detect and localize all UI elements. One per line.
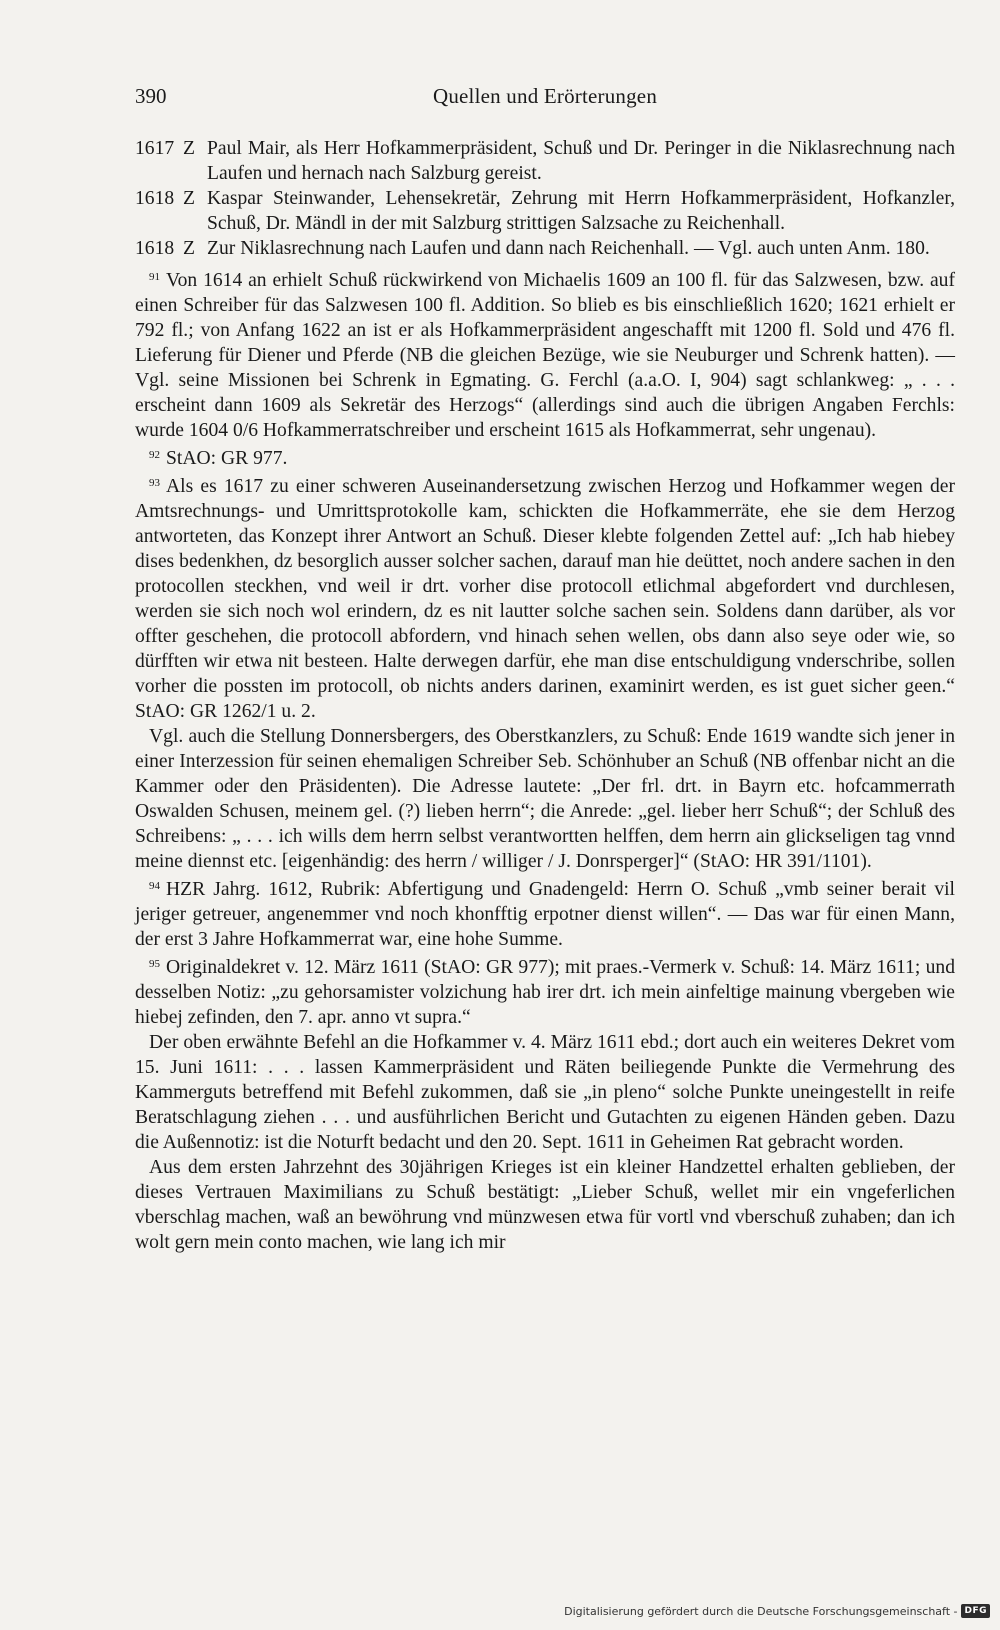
footnote-text: StAO: GR 977. — [166, 448, 288, 469]
footnote-text: HZR Jahrg. 1612, Rubrik: Abfertigung und Gnadengeld: Herrn O. Schuß „vmb seiner berait vil jeriger getreuer, angenemmer vnd noch khonfftig erpotner dienst willen“. — Das war für einen Mann, der erst 3 Jahre Hofkammerrat war, eine hohe Summe. — [135, 879, 955, 950]
entry-text: Zur Niklasrechnung nach Laufen und dann nach Reichenhall. — Vgl. auch unten Anm. 180. — [207, 238, 930, 259]
footnote-number: 95 — [149, 958, 160, 970]
entry-code: Z — [183, 138, 195, 159]
footnote-95-continuation: Der oben erwähnte Befehl an die Hofkammer v. 4. März 1611 ebd.; dort auch ein weiteres Dekret vom 15. Juni 1611: . . . lassen Kammerpräsident und Räten beiliegende Punkte die Vermehrung des Kammerguts betreffend mit Befehl zukommen, daß sie „in pleno“ solche Punkte uneingestellt in reife Beratschlagung ziehen . . . und ausführlichen Bericht und Gutachten zu eigenen Händen geben. Dazu die Außennotiz: ist die Noturft bedacht und den 20. Sept. 1611 in Geheimen Rat gebracht worden. — [135, 1032, 955, 1153]
dfg-logo-icon: DFG — [961, 1604, 990, 1618]
entry-year: 1617 — [135, 138, 175, 159]
footnote-94 — [135, 874, 955, 952]
ledger-entry — [135, 186, 955, 236]
main-text — [135, 136, 955, 1255]
page-number: 390 — [135, 84, 167, 108]
entry-year: 1618 — [135, 238, 175, 259]
footnote-93 — [135, 471, 955, 724]
running-title: Quellen und Erörterungen — [432, 84, 658, 108]
entry-text: Paul Mair, als Herr Hofkammerpräsident, Schuß und Dr. Peringer in die Niklasrechnung nach Laufen und hernach nach Salzburg gereist. — [207, 138, 955, 184]
footnote-text: Von 1614 an erhielt Schuß rückwirkend von Michaelis 1609 an 100 fl. für das Salzwesen, bzw. auf einen Schreiber für das Salzwesen 100 fl. Addition. So blieb es bis einschließlich 1620; 1621 erhielt er 792 fl.; von Anfang 1622 an ist er als Hofkammerpräsident angeschafft mit 1200 fl. Sold und 476 fl. Lieferung für Diener und Pferde (NB die gleichen Bezüge, wie sie Neuburger und Schrenk hatten). — Vgl. seine Missionen bei Schrenk in Egmating. G. Ferchl (a.a.O. I, 904) sagt schlankweg: „ . . . erscheint dann 1609 als Sekretär des Herzogs“ (allerdings sind auch die übrigen Angaben Ferchls: wurde 1604 0/6 Hofkammerratschreiber und erscheint 1615 als Hofkammerrat, sehr ungenau). — [135, 270, 955, 441]
page-header — [135, 84, 955, 116]
entry-text: Kaspar Steinwander, Lehensekretär, Zehrung mit Herrn Hofkammerpräsident, Hofkanzler, Schuß, Dr. Mändl in der mit Salzburg strittigen Salzsache zu Reichenhall. — [207, 188, 955, 234]
footnote-text: Als es 1617 zu einer schweren Auseinandersetzung zwischen Herzog und Hofkammer wegen der Amtsrechnungs- und Umrittsprotokolle kam, schickten die Hofkammerräte, ehe sie dem Herzog antworteten, das Konzept ihrer Antwort an Schuß. Dieser klebte folgenden Zettel auf: „Ich hab hiebey dises bedenkhen, dz besorglich ausser solcher sachen, darauf man hie deüttet, noch andere sachen in den protocollen steckhen, vnd weil ir drt. vorher dise protocoll etlichmal abgefordert vnd durchlesen, werden sie sich noch wol erindern, dz es nit lautter solche sachen sein. Soldens dann darüber, als vor offter geschehen, die protocoll abfordern, vnd hinach sehen wellen, obs dann also seye oder wie, so dürfften wir etwa nit besteen. Halte derwegen darfür, ehe man dise entschuldigung vnderschribe, sollen vorher die possten im protocoll, ob nichts anders darinen, examinirt werden, es ist guet sicher geen.“ StAO: GR 1262/1 u. 2. — [135, 476, 955, 722]
entry-code: Z — [183, 238, 195, 259]
footnote-number: 94 — [149, 880, 160, 892]
entry-code: Z — [183, 188, 195, 209]
footnote-number: 91 — [149, 271, 160, 283]
credit-text: Digitalisierung gefördert durch die Deutsche Forschungsgemeinschaft - — [564, 1604, 958, 1618]
footnote-92 — [135, 443, 955, 471]
footnote-number: 92 — [149, 449, 160, 461]
footnote-95-continuation-2: Aus dem ersten Jahrzehnt des 30jährigen Krieges ist ein kleiner Handzettel erhalten geblieben, der dieses Vertrauen Maximilians zu Schuß bestätigt: „Lieber Schuß, wellet mir ein vngeferlichen vberschlag machen, waß an bewöhrung vnd münzwesen etwa für vortl vnd vberschuß zuhaben; dan ich wolt gern mein conto machen, wie lang ich mir — [135, 1157, 955, 1253]
footnote-93-continuation: Vgl. auch die Stellung Donnersbergers, des Oberstkanzlers, zu Schuß: Ende 1619 wandte sich jener in einer Interzession für seinen ehemaligen Schreiber Seb. Schönhuber an Schuß (NB offenbar nicht an die Kammer oder den Präsidenten). Die Adresse lautete: „Der frl. drt. in Bayrn etc. hofcammerrath Oswalden Schusen, meinem gel. (?) lieben herrn“; die Anrede: „gel. lieber herr Schuß“; der Schluß des Schreibens: „ . . . ich wills dem herrn selbst verantwortten helffen, dem herrn ain glickseligen tag vnnd meine diennst etc. [eigenhändig: des herrn / williger / J. Donrsperger]“ (StAO: HR 391/1101). — [135, 726, 955, 872]
ledger-entry — [135, 236, 955, 261]
footnote-number: 93 — [149, 477, 160, 489]
footnote-text: Originaldekret v. 12. März 1611 (StAO: GR 977); mit praes.-Vermerk v. Schuß: 14. März 1611; und desselben Notiz: „zu gehorsamister volzichung hab irer drt. ich mein ainfeltige mainung vbergeben wie hiebej zefinden, den 7. apr. anno vt supra.“ — [135, 957, 955, 1028]
digitization-credit — [564, 1604, 990, 1618]
entry-year: 1618 — [135, 188, 175, 209]
footnote-91 — [135, 265, 955, 443]
footnote-95 — [135, 952, 955, 1030]
ledger-entry — [135, 136, 955, 186]
